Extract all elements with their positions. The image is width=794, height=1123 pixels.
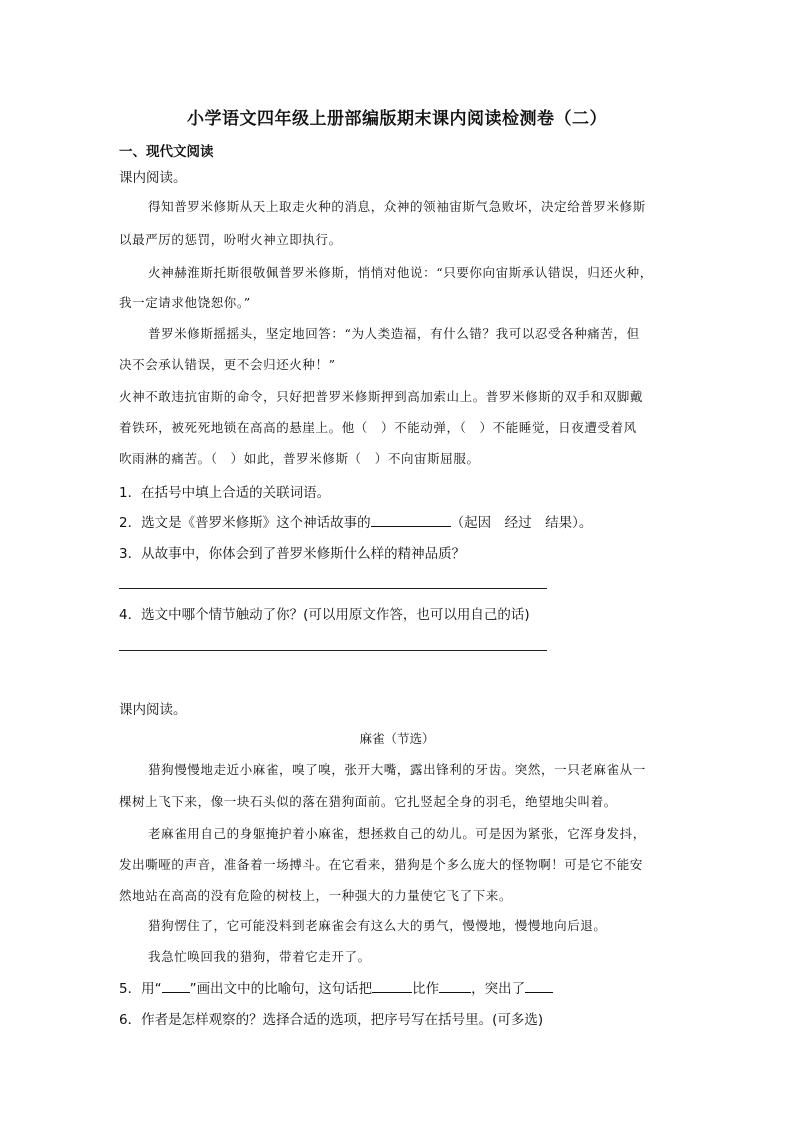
question-3: 3．从故事中，你体会到了普罗米修斯什么样的精神品质？: [119, 546, 466, 562]
page-title: 小学语文四年级上册部编版期末课内阅读检测卷（二）: [187, 109, 607, 129]
question-2-prefix: 2．选文是《普罗米修斯》这个神话故事的: [119, 515, 371, 531]
question-5: [119, 977, 553, 997]
passage2-intro: 课内阅读。: [119, 702, 187, 718]
answer-blank[interactable]: [439, 980, 471, 993]
answer-blank[interactable]: [162, 980, 190, 993]
passage1-line: 得知普罗米修斯从天上取走火种的消息，众神的领袖宙斯气急败坏，决定给普罗米修斯: [148, 199, 646, 214]
question-5-text: 5．用“: [119, 981, 162, 997]
passage1-line: 决不会承认错误，更不会归还火种！”: [119, 357, 336, 372]
question-4: 4．选文中哪个情节触动了你？(可以用原文作答，也可以用自己的话): [119, 607, 530, 623]
passage2-line: 然地站在高高的没有危险的树枝上，一种强大的力量使它飞了下来。: [119, 888, 513, 903]
passage2-subtitle: 麻雀（节选）: [359, 731, 435, 746]
question-2: [119, 511, 592, 531]
passage1-line: 着铁环，被死死地锁在高高的悬崖上。他（ ）不能动弹，（ ）不能睡觉，日夜遭受着风: [119, 420, 637, 435]
passage1-intro: 课内阅读。: [119, 170, 187, 186]
passage2-line: 老麻雀用自己的身躯掩护着小麻雀，想拯救自己的幼儿。可是因为紧张，它浑身发抖，: [148, 826, 646, 841]
passage2-line: 发出嘶哑的声音，准备着一场搏斗。在它看来，猎狗是个多么庞大的怪物啊！可是它不能安: [119, 857, 644, 872]
answer-blank[interactable]: [371, 514, 451, 527]
passage2-line: 棵树上飞下来，像一块石头似的落在猎狗面前。它扎竖起全身的羽毛，绝望地尖叫着。: [119, 794, 617, 809]
passage2-line: 我急忙唤回我的猎狗，带着它走开了。: [148, 949, 371, 964]
question-1: 1．在括号中填上合适的关联词语。: [119, 485, 331, 501]
answer-blank[interactable]: [372, 980, 412, 993]
passage1-line: 吹雨淋的痛苦。（ ）如此，普罗米修斯（ ）不向宙斯屈服。: [119, 451, 480, 466]
answer-line[interactable]: [119, 650, 547, 651]
answer-blank[interactable]: [525, 980, 553, 993]
question-5-text: ，突出了: [471, 981, 526, 997]
passage1-line: 我一定请求他饶恕你。”: [119, 295, 251, 310]
passage2-line: 猎狗慢慢地走近小麻雀，嗅了嗅，张开大嘴，露出锋利的牙齿。突然，一只老麻雀从一: [148, 762, 646, 777]
passage2-line: 猎狗愣住了，它可能没料到老麻雀会有这么大的勇气，慢慢地，慢慢地向后退。: [148, 918, 607, 933]
section-heading: 一、现代文阅读: [119, 144, 214, 160]
question-5-text: 比作: [412, 981, 440, 997]
passage1-line: 火神赫淮斯托斯很敬佩普罗米修斯，悄悄对他说：“只要你向宙斯承认错误，归还火种，: [148, 265, 653, 280]
passage1-line: 普罗米修斯摇摇头，坚定地回答：“为人类造福，有什么错？我可以忍受各种痛苦，但: [148, 326, 640, 341]
question-6: 6．作者是怎样观察的？选择合适的选项，把序号写在括号里。(可多选): [119, 1012, 544, 1028]
answer-line[interactable]: [119, 588, 547, 589]
question-5-text: ”画出文中的比喻句，这句话把: [189, 981, 373, 997]
question-2-suffix: （起因 经过 结果）。: [450, 515, 593, 531]
passage1-line: 火神不敢违抗宙斯的命令，只好把普罗米修斯押到高加索山上。普罗米修斯的双手和双脚戴: [119, 389, 644, 404]
passage1-line: 以最严厉的惩罚，吩咐火神立即执行。: [119, 232, 342, 247]
